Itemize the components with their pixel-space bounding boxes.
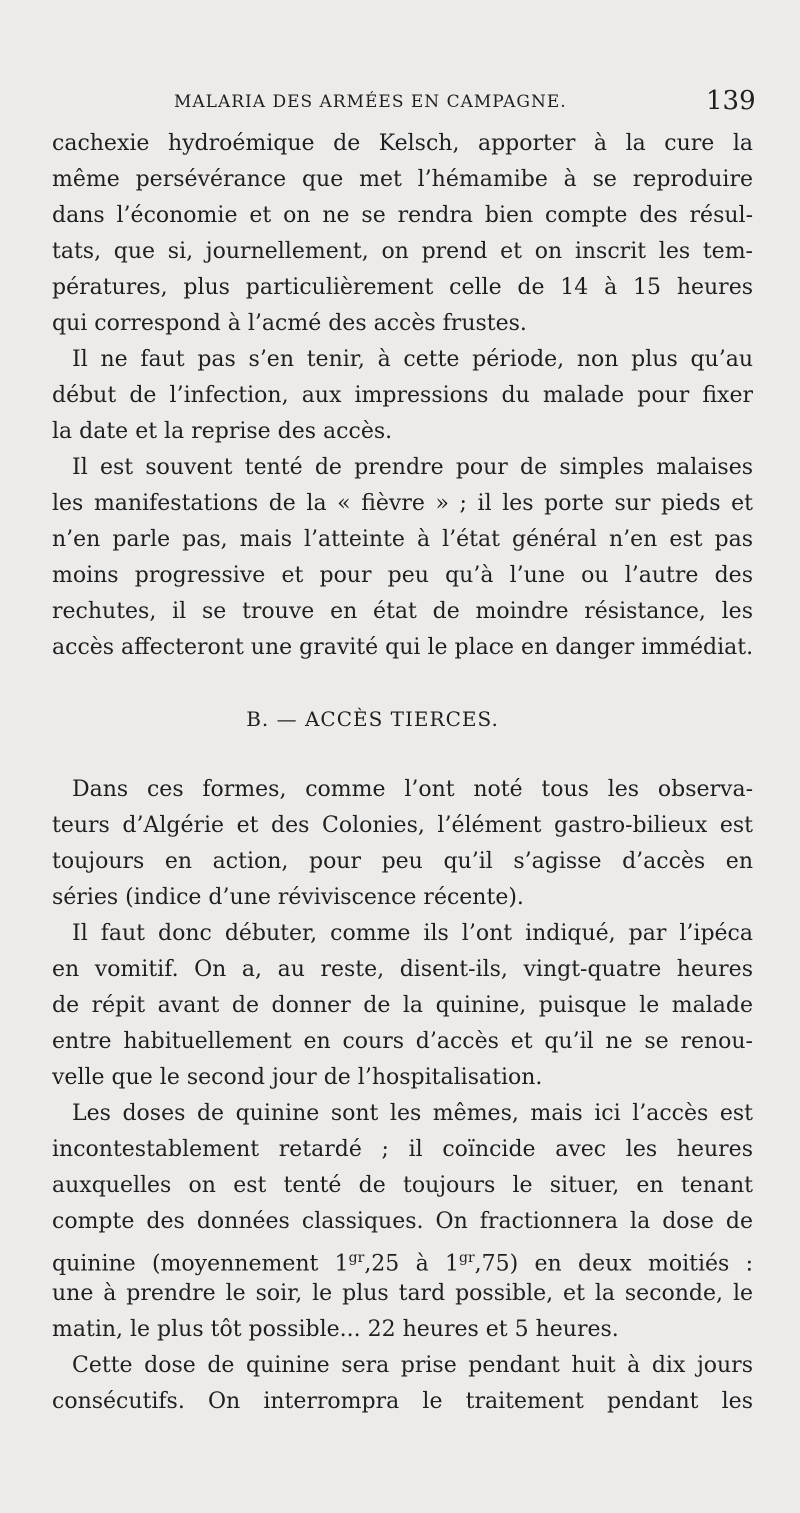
text-line-dose (52, 1240, 753, 1276)
text-line: Il ne faut pas s’en tenir, à cette période, non plus qu’au (72, 347, 753, 372)
dose-text-b: ,25 à 1 (364, 1251, 459, 1276)
text-line: n’en parle pas, mais l’atteinte à l’état général n’en est pas (52, 527, 753, 552)
paragraph-7 (52, 1348, 753, 1420)
text-line: entre habituellement en cours d’accès et qu’il ne se renou- (52, 1029, 753, 1054)
text-line: pératures, plus particulièrement celle de 14 à 15 heures (52, 275, 753, 300)
text-line: en vomitif. On a, au reste, disent-ils, vingt-quatre heures (52, 957, 753, 982)
paragraph-2 (52, 342, 753, 450)
running-title: MALARIA DES ARMÉES EN CAMPAGNE. (174, 92, 567, 112)
text-line: toujours en action, pour peu qu’il s’agisse d’accès en (52, 849, 753, 874)
text-line: rechutes, il se trouve en état de moindre résistance, les (52, 599, 753, 624)
text-line: teurs d’Algérie et des Colonies, l’élément gastro-bilieux est (52, 813, 753, 838)
text-line: cachexie hydroémique de Kelsch, apporter à la cure la (52, 131, 753, 156)
text-line: Il faut donc débuter, comme ils l’ont indiqué, par l’ipéca (72, 921, 753, 946)
dose-text-c: ,75) en deux moitiés : (474, 1251, 753, 1276)
page-number: 139 (706, 86, 756, 116)
paragraph-1 (52, 126, 753, 342)
paragraph-4 (52, 772, 753, 916)
text-line: une à prendre le soir, le plus tard possible, et la seconde, le (52, 1281, 753, 1306)
page-body (52, 126, 753, 1420)
text-line: Cette dose de quinine sera prise pendant huit à dix jours (72, 1353, 753, 1378)
text-line: Il est souvent tenté de prendre pour de simples malaises (72, 455, 753, 480)
text-line: Les doses de quinine sont les mêmes, mais ici l’accès est (72, 1101, 753, 1126)
text-line: début de l’infection, aux impressions du malade pour fixer (52, 383, 753, 408)
page-header (0, 82, 800, 122)
gram-abbrev: gr (348, 1250, 365, 1266)
text-line: qui correspond à l’acmé des accès frustes. (52, 311, 527, 336)
text-line: séries (indice d’une réviviscence récente). (52, 885, 524, 910)
text-line: consécutifs. On interrompra le traitement pendant les (52, 1389, 753, 1414)
text-line: auxquelles on est tenté de toujours le situer, en tenant (52, 1173, 753, 1198)
text-line: velle que le second jour de l’hospitalisation. (52, 1065, 543, 1090)
paragraph-5 (52, 916, 753, 1096)
text-line: accès affecteront une gravité qui le place en danger immédiat. (52, 635, 753, 660)
text-line: matin, le plus tôt possible... 22 heures et 5 heures. (52, 1317, 619, 1342)
text-line: dans l’économie et on ne se rendra bien compte des résul- (52, 203, 753, 228)
text-line: incontestablement retardé ; il coïncide avec les heures (52, 1137, 753, 1162)
text-line: compte des données classiques. On fractionnera la dose de (52, 1209, 753, 1234)
section-heading: B. — ACCÈS TIERCES. (246, 707, 499, 731)
text-line: tats, que si, journellement, on prend et on inscrit les tem- (52, 239, 753, 264)
gram-abbrev: gr (459, 1250, 475, 1266)
dose-text-a: quinine (moyennement 1 (52, 1251, 349, 1276)
paragraph-3 (52, 450, 753, 666)
text-line: de répit avant de donner de la quinine, puisque le malade (52, 993, 753, 1018)
text-line: la date et la reprise des accès. (52, 419, 393, 444)
text-line: les manifestations de la « fièvre » ; il les porte sur pieds et (52, 491, 753, 516)
text-line: même persévérance que met l’hémamibe à se reproduire (52, 167, 753, 192)
text-line: moins progressive et pour peu qu’à l’une ou l’autre des (52, 563, 753, 588)
text-line: Dans ces formes, comme l’ont noté tous les observa- (72, 777, 753, 802)
paragraph-6 (52, 1096, 753, 1348)
